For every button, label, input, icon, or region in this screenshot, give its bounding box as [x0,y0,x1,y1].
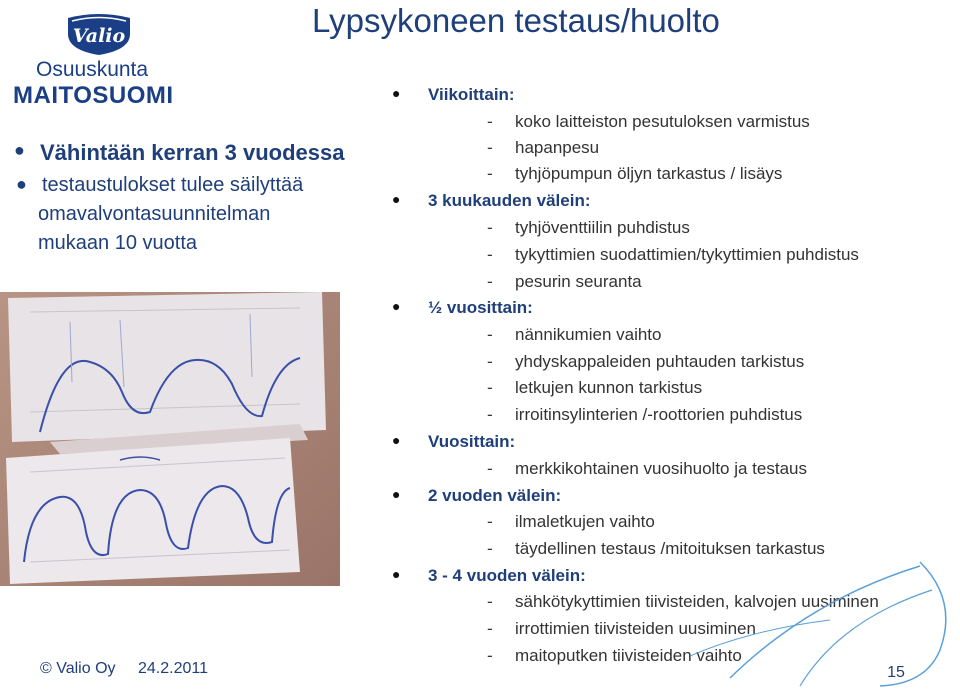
left-bullet-text: Vähintään kerran 3 vuodessa [40,140,345,165]
test-result-photo [0,292,340,586]
bullet-icon: ● [392,566,401,582]
pulsation-graph-image [0,292,340,586]
schedule-item: - hapanpesu [487,138,600,157]
org-name-line1: Osuuskunta [36,58,149,81]
schedule-item: - letkujen kunnon tarkistus [487,378,703,397]
bullet-icon: ● [392,85,401,101]
schedule-item: - yhdyskappaleiden puhtauden tarkistus [487,352,805,371]
footer-date: 24.2.2011 [138,660,208,677]
page-title: Lypsykoneen testaus/huolto [312,2,720,39]
schedule-heading-yearly: ● Vuosittain: [392,432,516,451]
schedule-item: - nännikumien vaihto [487,325,662,344]
bullet-icon: ● [392,432,401,448]
schedule-item: - merkkikohtainen vuosihuolto ja testaus [487,459,807,478]
schedule-item: - tyhjöpumpun öljyn tarkastus / lisäys [487,164,783,183]
schedule-heading-half-year: ● ½ vuosittain: [392,298,533,317]
schedule-item: - tykyttimien suodattimien/tykyttimien puhdistus [487,245,859,264]
schedule-item: - ilmaletkujen vaihto [487,512,655,531]
schedule-heading-3-months: ● 3 kuukauden välein: [392,191,591,210]
valio-logo-icon [64,12,134,56]
schedule-heading-weekly: ● Viikoittain: [392,85,515,104]
left-bullet-text: omavalvontasuunnitelman [38,203,271,225]
left-bullet-item [14,140,345,166]
schedule-item: - irroitinsylinterien /-roottorien puhdistus [487,405,803,424]
org-name-line2: MAITOSUOMI [13,82,174,109]
schedule-item: - maitoputken tiivisteiden vaihto [487,646,742,665]
footer-copyright: © Valio Oy [40,660,116,677]
schedule-item: - pesurin seuranta [487,272,642,291]
left-bullet-item [16,174,304,197]
bullet-icon: ● [16,174,27,194]
bullet-icon: ● [392,298,401,314]
left-bullet-text: mukaan 10 vuotta [38,232,197,254]
schedule-item: - tyhjöventtiilin puhdistus [487,218,690,237]
decorative-swoosh-icon [690,560,960,694]
left-bullet-continuation [38,203,270,226]
bullet-icon: ● [14,140,25,160]
left-bullet-continuation [38,232,197,255]
logo-brand-text: Valio [72,25,126,47]
bullet-icon: ● [392,486,401,502]
bullet-icon: ● [392,191,401,207]
schedule-item: - irrottimien tiivisteiden uusiminen [487,619,756,638]
schedule-heading-2-years: ● 2 vuoden välein: [392,486,562,505]
schedule-heading-3-4-years: ● 3 - 4 vuoden välein: [392,566,586,585]
schedule-item: - sähkötykyttimien tiivisteiden, kalvojen uusiminen [487,592,879,611]
schedule-item: - koko laitteiston pesutuloksen varmistus [487,112,810,131]
page-number: 15 [887,664,905,681]
left-bullet-text: testaustulokset tulee säilyttää [42,174,304,196]
schedule-item: - täydellinen testaus /mitoituksen tarkastus [487,539,825,558]
